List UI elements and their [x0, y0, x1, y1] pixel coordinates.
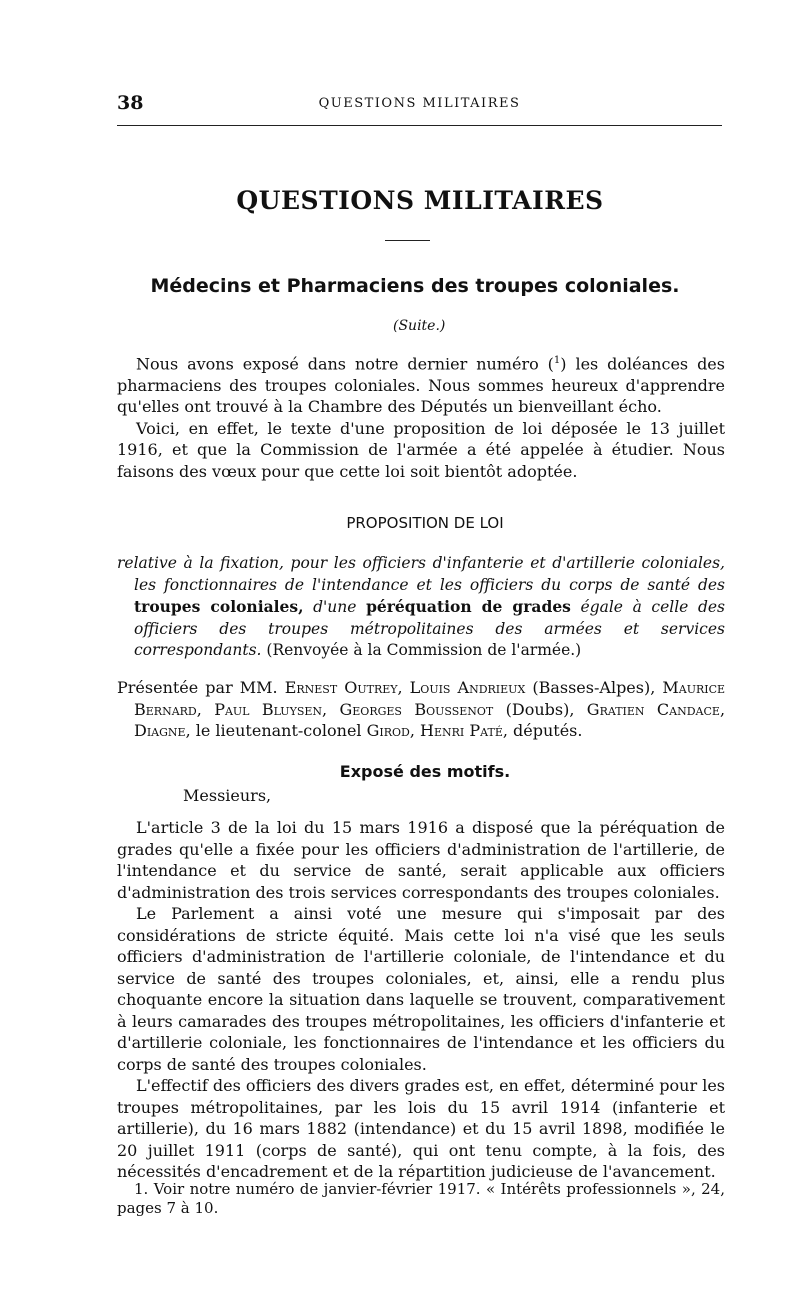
expose-paragraph-3: L'effectif des officiers des divers grades est, en effet, déterminé pour les troupes métropolitaines, par les lois du 15 avril 1914 (infanterie et artillerie), du 16 mars 1882 (intendance) et du 15 avril 1898, modifiée le 20 juillet 1911 (corps de santé), qui ont tenu compte, à la fois, des nécessités d'encadrement et de la répartition judicieuse de l'avancement.	[117, 1076, 725, 1181]
running-head	[117, 92, 722, 122]
intro-text	[117, 350, 725, 482]
footnote-ref: 1	[553, 355, 561, 366]
suite-note: (Suite.)	[393, 318, 446, 334]
presenters: Présentée par MM. Ernest Outrey, Louis Andrieux (Basses-Alpes), Maurice Bernard, Paul Bluysen, Georges Boussenot (Doubs), Gratien Candace, Diagne, le lieutenant-colonel Girod, Henri Paté, députés.	[117, 678, 726, 740]
proposition-description: relative à la fixation, pour les officiers d'infanterie et d'artillerie coloniales, les fonctionnaires de l'intendance et les officiers du corps de santé des troupes coloniales, d'une péréquation de grades égale à celle des officiers des troupes métropolitaines des armées et services correspondants. (Renvoyée à la Commission de l'armée.)	[117, 554, 726, 659]
footnote-text: 1. Voir notre numéro de janvier-février 1917. « Intérêts professionnels », 24, pages 7 à 10.	[117, 1180, 725, 1217]
title-rule	[385, 240, 430, 241]
salutation: Messieurs,	[183, 786, 272, 805]
intro-paragraph-1: Nous avons exposé dans notre dernier numéro ($^1$) les doléances des pharmaciens des troupes coloniales. Nous sommes heureux d'apprendre qu'elles ont trouvé à la Chambre des Députés un bienveillant écho.	[117, 354, 725, 417]
page-number: 38	[117, 92, 144, 114]
running-title: QUESTIONS MILITAIRES	[318, 96, 521, 111]
article-subtitle: Médecins et Pharmaciens des troupes coloniales.	[150, 275, 680, 297]
article-title: QUESTIONS MILITAIRES	[236, 186, 604, 215]
proposition-heading: PROPOSITION DE LOI	[346, 514, 504, 532]
expose-paragraph-1: L'article 3 de la loi du 15 mars 1916 a disposé que la péréquation de grades qu'elle a fixée pour les officiers d'administration de l'artillerie, de l'intendance et du service de santé, serait applicable aux officiers d'administration des trois services correspondants des troupes coloniales.	[117, 818, 725, 902]
expose-paragraph-2: Le Parlement a ainsi voté une mesure qui s'imposait par des considérations de stricte équité. Mais cette loi n'a visé que les seuls officiers d'administration de l'artillerie coloniale, de l'intendance et du service de santé des troupes coloniales, et, ainsi, elle a rendu plus choquante encore la situation dans laquelle se trouvent, comparativement à leurs camarades des troupes métropolitaines, les officiers d'infanterie et d'artillerie coloniale, les fonctionnaires de l'intendance et les officiers du corps de santé des troupes coloniales.	[117, 904, 725, 1074]
expose-text	[117, 817, 725, 1183]
expose-heading: Exposé des motifs.	[339, 762, 511, 781]
intro-paragraph-2: Voici, en effet, le texte d'une proposition de loi déposée le 13 juillet 1916, et que la Commission de l'armée a été appelée à étudier. Nous faisons des vœux pour que cette loi soit bientôt adoptée.	[117, 418, 725, 481]
footnote	[117, 1180, 725, 1218]
header-rule	[117, 125, 722, 126]
